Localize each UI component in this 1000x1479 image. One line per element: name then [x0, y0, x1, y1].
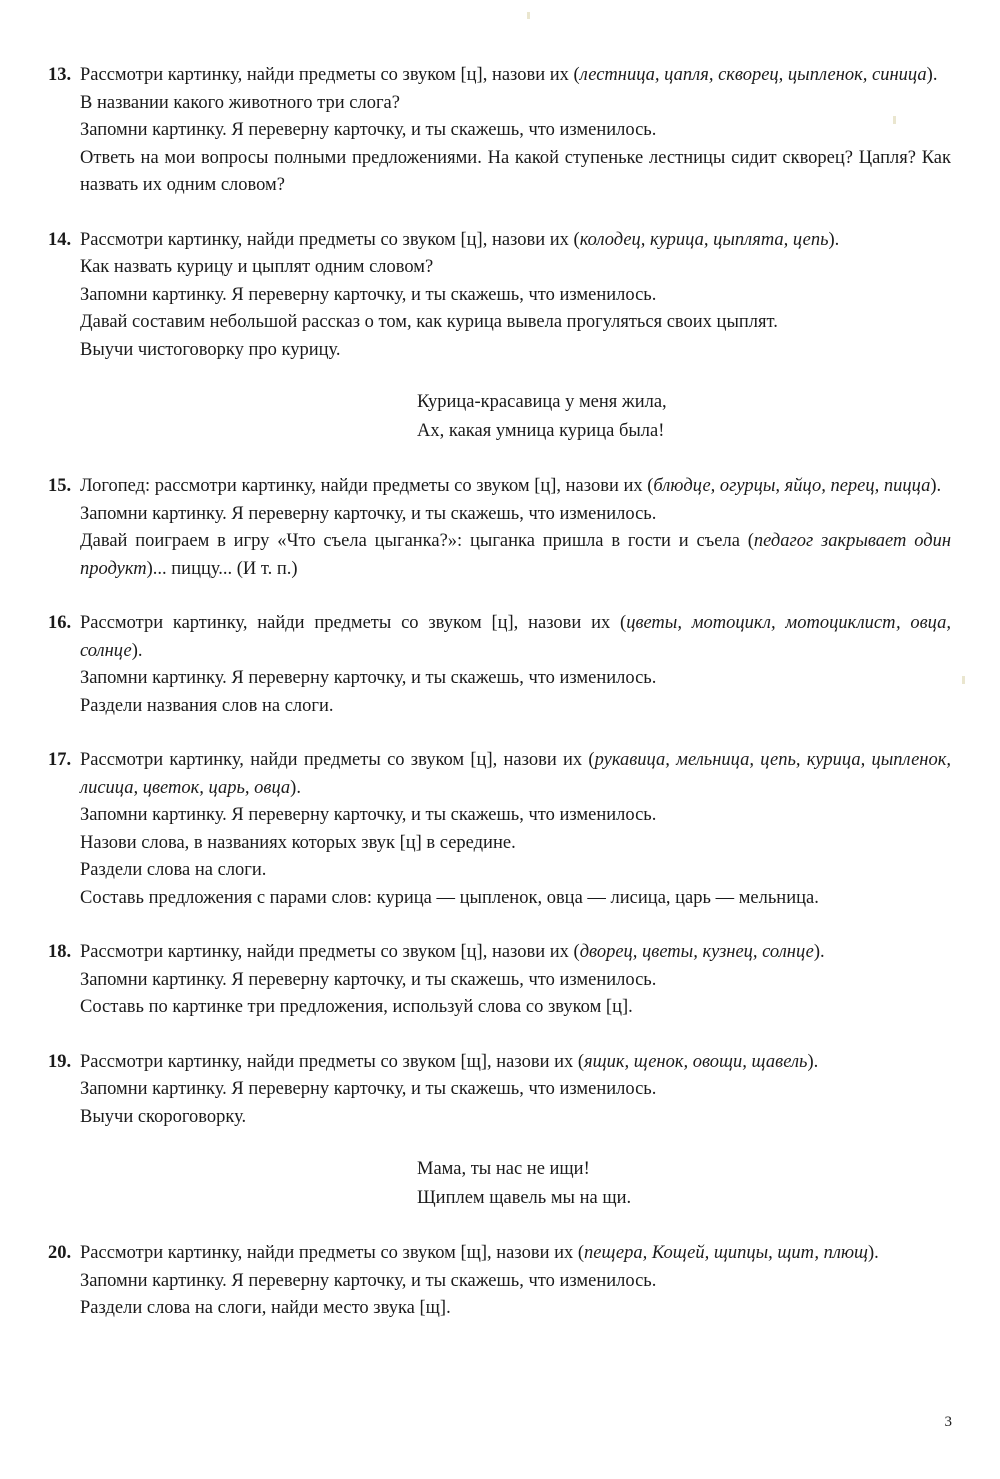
exercise-item: [48, 747, 951, 912]
exercise-item: [48, 1049, 951, 1214]
exercise-body: [80, 1240, 951, 1323]
exercise-line: Запомни картинку. Я переверну карточку, и ты скажешь, что изменилось.: [80, 1270, 657, 1291]
exercise-line: Рассмотри картинку, найди предметы со звуком [щ], назови их (пещера, Кощей, щипцы, щит, плющ).: [80, 1243, 879, 1263]
exercise-item: [48, 62, 951, 200]
exercise-item: [48, 1240, 951, 1323]
exercise-line: Рассмотри картинку, найди предметы со звуком [щ], назови их (ящик, щенок, овощи, щавель).: [80, 1051, 819, 1072]
exercise-body: [80, 939, 951, 1022]
exercise-line: Запомни картинку. Я переверну карточку, и ты скажешь, что изменилось.: [80, 503, 657, 524]
page-number: 3: [944, 1414, 952, 1430]
exercise-body: [80, 747, 951, 912]
exercise-line: Выучи чистоговорку про курицу.: [80, 339, 341, 360]
exercise-list: [48, 62, 951, 1350]
exercise-body: [80, 473, 951, 583]
exercise-line: Рассмотри картинку, найди предметы со звуком [ц], назови их (рукавица, мельница, цепь, курица, цыпленок, лисица, цветок, царь, овца).: [80, 750, 952, 798]
exercise-number: 14.: [48, 229, 72, 250]
exercise-line: Рассмотри картинку, найди предметы со звуком [ц], назови их (дворец, цветы, кузнец, солнце).: [80, 942, 825, 962]
exercise-line: Раздели названия слов на слоги.: [80, 695, 334, 716]
verse-line: Мама, ты нас не ищи!: [417, 1159, 590, 1179]
exercise-line: Ответь на мои вопросы полными предложениями. На какой ступеньке лестницы сидит скворец? Цапля? Как назвать их одним словом?: [80, 147, 951, 195]
scan-speck: [527, 12, 530, 19]
exercise-body: [80, 227, 951, 365]
verse-line: Щиплем щавель мы на щи.: [417, 1188, 632, 1208]
exercise-line: Запомни картинку. Я переверну карточку, и ты скажешь, что изменилось.: [80, 1079, 657, 1099]
exercise-number: 19.: [48, 1051, 72, 1072]
exercise-number: 13.: [48, 65, 72, 85]
verse-line: Курица-красавица у меня жила,: [417, 392, 667, 412]
verse-line: Ах, какая умница курица была!: [417, 421, 665, 441]
scan-speck: [962, 676, 965, 684]
exercise-body: [80, 610, 951, 720]
exercise-line: Давай составим небольшой рассказ о том, как курица вывела прогуляться своих цыплят.: [80, 312, 778, 332]
exercise-line: Запомни картинку. Я переверну карточку, и ты скажешь, что изменилось.: [80, 668, 657, 688]
exercise-line: Рассмотри картинку, найди предметы со звуком [ц], назови их (лестница, цапля, скворец, цыпленок, синица).: [80, 65, 938, 85]
exercise-line: Рассмотри картинку, найди предметы со звуком [ц], назови их (цветы, мотоцикл, мотоциклист, овца, солнце).: [80, 613, 951, 661]
exercise-body: [80, 1049, 951, 1132]
exercise-line: Составь предложения с парами слов: курица — цыпленок, овца — лисица, царь — мельница.: [80, 887, 819, 908]
exercise-line: Раздели слова на слоги, найди место звука [щ].: [80, 1298, 451, 1318]
verse-block: [80, 388, 951, 446]
exercise-item: [48, 473, 951, 583]
exercise-number: 20.: [48, 1243, 72, 1263]
exercise-line: Запомни картинку. Я переверну карточку, и ты скажешь, что изменилось.: [80, 969, 657, 990]
exercise-line: Рассмотри картинку, найди предметы со звуком [ц], назови их (колодец, курица, цыплята, цепь).: [80, 229, 840, 250]
exercise-line: Запомни картинку. Я переверну карточку, и ты скажешь, что изменилось.: [80, 805, 657, 825]
exercise-line: Логопед: рассмотри картинку, найди предметы со звуком [ц], назови их (блюдце, огурцы, яйцо, перец, пицца).: [80, 476, 942, 496]
exercise-line: Раздели слова на слоги.: [80, 860, 267, 880]
exercise-item: [48, 227, 951, 447]
exercise-line: В названии какого животного три слога?: [80, 92, 400, 113]
exercise-body: [80, 62, 951, 200]
exercise-item: [48, 610, 951, 720]
exercise-line: Давай поиграем в игру «Что съела цыганка?»: цыганка пришла в гости и съела (педагог закрывает один продукт)... пиццу... (И т. п.): [80, 531, 951, 579]
exercise-line: Запомни картинку. Я переверну карточку, и ты скажешь, что изменилось.: [80, 284, 657, 305]
exercise-line: Составь по картинке три предложения, используй слова со звуком [ц].: [80, 997, 633, 1017]
exercise-number: 15.: [48, 476, 72, 496]
exercise-line: Выучи скороговорку.: [80, 1106, 247, 1127]
verse-block: [80, 1155, 951, 1213]
exercise-number: 16.: [48, 613, 72, 633]
exercise-number: 18.: [48, 942, 72, 962]
exercise-line: Назови слова, в названиях которых звук [ц] в середине.: [80, 832, 516, 853]
exercise-number: 17.: [48, 750, 72, 770]
exercise-line: Запомни картинку. Я переверну карточку, и ты скажешь, что изменилось.: [80, 120, 657, 140]
exercise-item: [48, 939, 951, 1022]
exercise-line: Как назвать курицу и цыплят одним словом?: [80, 257, 434, 277]
